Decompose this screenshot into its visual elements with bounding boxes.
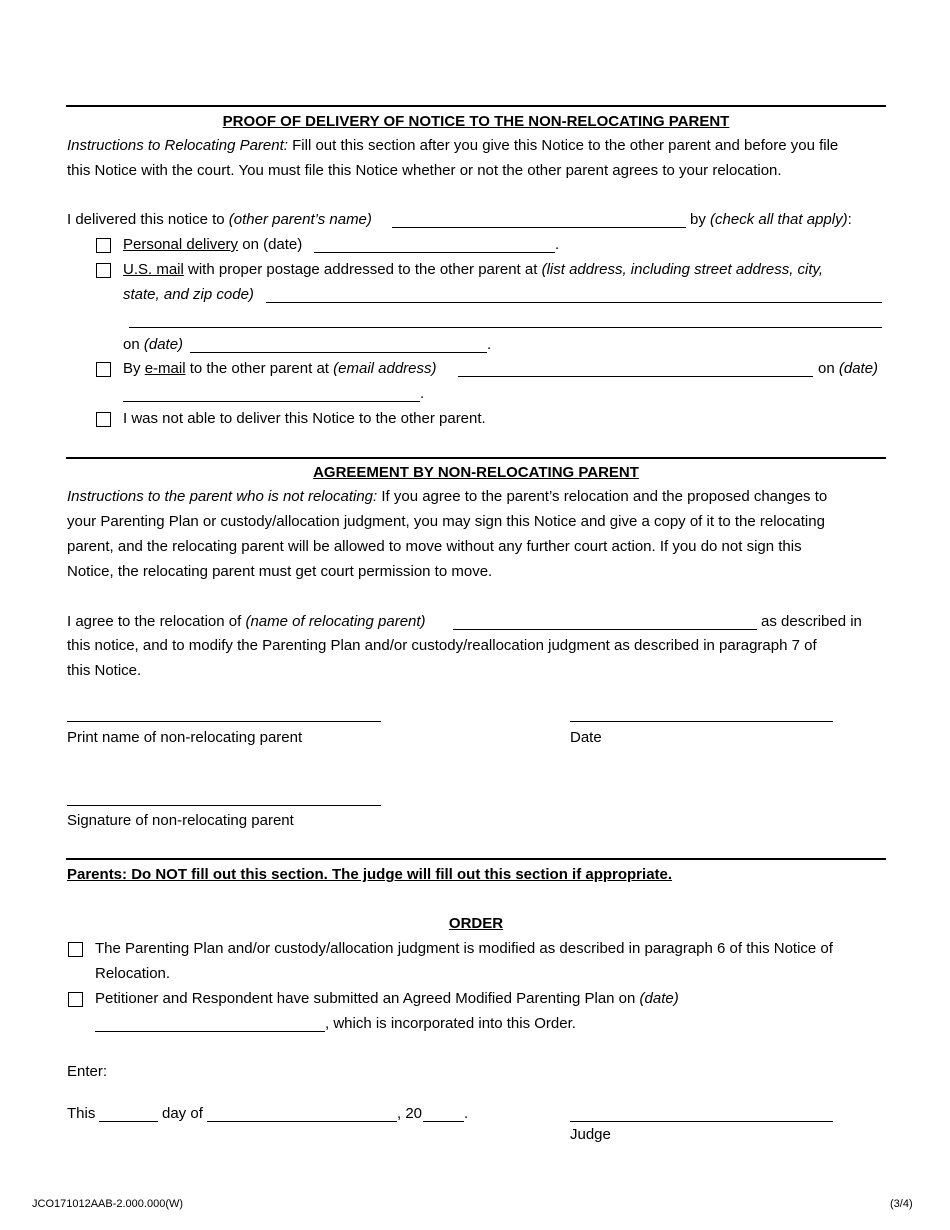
month-field[interactable] (207, 1121, 397, 1122)
agreement-instructions-line-4: Notice, the relocating parent must get court permission to move. (67, 563, 493, 580)
signature-field[interactable] (67, 805, 381, 806)
personal-delivery-checkbox[interactable] (96, 238, 111, 253)
email-date-period: . (420, 385, 425, 402)
print-name-label: Print name of non-relocating parent (67, 729, 303, 746)
not-delivered-checkbox[interactable] (96, 412, 111, 427)
relocating-parent-name-field[interactable] (453, 629, 757, 630)
section-divider (66, 457, 886, 459)
agreed-plan-checkbox[interactable] (68, 992, 83, 1007)
order-option-1-line-1: The Parenting Plan and/or custody/allocation judgment is modified as described in paragraph 6 of this Notice of (95, 940, 833, 957)
check-all-label: by (check all that apply): (690, 211, 852, 228)
mail-date-period: . (487, 336, 492, 353)
order-option-2-line-2: , which is incorporated into this Order. (325, 1015, 576, 1032)
section-divider (66, 105, 886, 107)
agreement-instructions-line-3: parent, and the relocating parent will be allowed to move without any further court action. If you do not sign this (67, 538, 802, 555)
judge-signature-field[interactable] (570, 1121, 833, 1122)
us-mail-checkbox[interactable] (96, 263, 111, 278)
agreement-date-label: Date (570, 729, 602, 746)
judge-only-notice: Parents: Do NOT fill out this section. The judge will fill out this section if appropriate. (67, 866, 673, 883)
mail-address-field-2[interactable] (129, 327, 882, 328)
page-number: (3/4) (890, 1198, 913, 1210)
this-label: This (67, 1105, 96, 1122)
email-checkbox[interactable] (96, 362, 111, 377)
agreement-date-field[interactable] (570, 721, 833, 722)
other-parent-name-field[interactable] (392, 227, 686, 228)
not-delivered-label: I was not able to deliver this Notice to the other parent. (123, 410, 486, 427)
agreement-instructions-line-2: your Parenting Plan or custody/allocation judgment, you may sign this Notice and give a copy of it to the relocating (67, 513, 825, 530)
signature-label: Signature of non-relocating parent (67, 812, 294, 829)
personal-delivery-label: Personal delivery on (date) (123, 236, 303, 253)
proof-instructions-line-2: this Notice with the court. You must file this Notice whether or not the other parent agrees to your relocation. (67, 162, 782, 179)
agreement-instructions-line-1: Instructions to the parent who is not relocating: If you agree to the parent’s relocation and the proposed changes to (67, 488, 828, 505)
agree-text-line-3: this Notice. (67, 662, 142, 679)
mail-date-field[interactable] (190, 352, 487, 353)
delivered-to-label: I delivered this notice to (other parent’s name) (67, 211, 372, 228)
agreed-plan-date-field[interactable] (95, 1031, 325, 1032)
proof-instructions-line-1: Instructions to Relocating Parent: Fill out this section after you give this Notice to the other parent and before you file (67, 137, 839, 154)
form-id: JCO171012AAB-2.000.000(W) (32, 1198, 184, 1210)
email-date-label: on (date) (818, 360, 879, 377)
agree-text-line-2: this notice, and to modify the Parenting Plan and/or custody/reallocation judgment as described in paragraph 7 of (67, 637, 817, 654)
order-heading: ORDER (448, 915, 504, 932)
email-date-field[interactable] (123, 401, 420, 402)
us-mail-address-hint: state, and zip code) (123, 286, 254, 303)
year-field[interactable] (423, 1121, 464, 1122)
email-address-field[interactable] (458, 376, 813, 377)
day-of-label: day of (162, 1105, 203, 1122)
enter-label: Enter: (67, 1063, 108, 1080)
judge-label: Judge (570, 1126, 611, 1143)
us-mail-label: U.S. mail with proper postage addressed to the other parent at (list address, including street address, city, (123, 261, 824, 278)
mail-date-label: on (date) (123, 336, 184, 353)
year-period: . (464, 1105, 469, 1122)
personal-delivery-date-field[interactable] (314, 252, 555, 253)
personal-delivery-period: . (555, 236, 560, 253)
order-option-1-line-2: Relocation. (95, 965, 171, 982)
day-field[interactable] (99, 1121, 158, 1122)
proof-heading: PROOF OF DELIVERY OF NOTICE TO THE NON-RELOCATING PARENT (222, 113, 730, 130)
year-prefix: , 20 (397, 1105, 423, 1122)
agree-relocation-label: I agree to the relocation of (name of relocating parent) (67, 613, 426, 630)
mail-address-field-1[interactable] (266, 302, 882, 303)
order-modified-checkbox[interactable] (68, 942, 83, 957)
print-name-field[interactable] (67, 721, 381, 722)
email-label: By e-mail to the other parent at (email address) (123, 360, 437, 377)
section-divider (66, 858, 886, 860)
agree-as-described: as described in (761, 613, 862, 630)
agreement-heading: AGREEMENT BY NON-RELOCATING PARENT (313, 464, 639, 481)
order-option-2-line-1: Petitioner and Respondent have submitted an Agreed Modified Parenting Plan on (date) (95, 990, 679, 1007)
